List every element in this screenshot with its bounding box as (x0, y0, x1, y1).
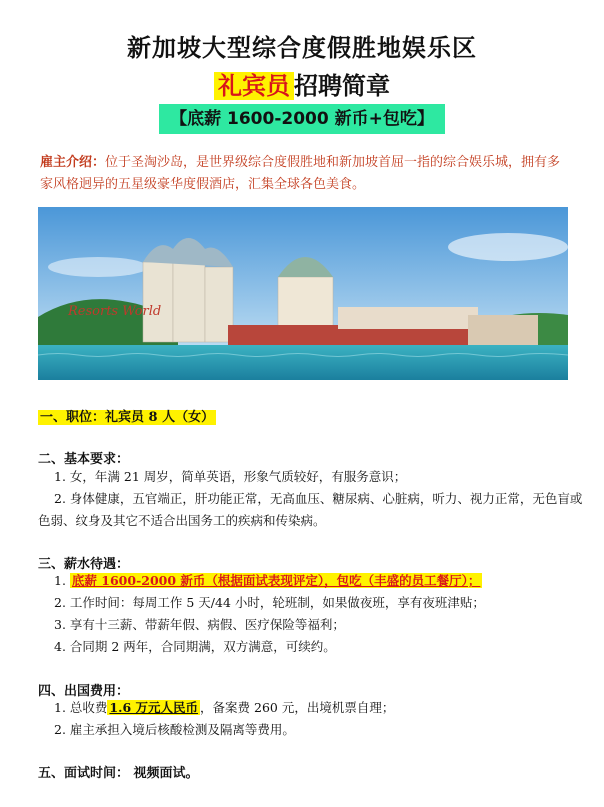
requirement-2-cont: 色弱、纹身及其它不适合出国务工的疾病和传染病。 (38, 513, 326, 528)
salary-item-3: 3. 享有十三薪、带薪年假、病假、医疗保险等福利； (54, 617, 345, 632)
salary-banner: 【底薪 1600-2000 新币+包吃】 (159, 104, 445, 134)
requirement-2: 2. 身体健康，五官端正，肝功能正常，无高血压、糖尿病、心脏病，听力、视力正常，无色盲或 (54, 491, 583, 506)
fee-item-2: 2. 雇主承担入境后核酸检测及隔离等费用。 (54, 722, 295, 737)
section-requirements-title: 二、基本要求： (38, 452, 130, 467)
section-salary-title: 三、薪水待遇： (38, 557, 130, 572)
section-interview-title: 五、面试时间： 视频面试。 (38, 766, 199, 781)
salary-item-1-num: 1. (54, 573, 66, 588)
section-position (38, 406, 216, 425)
employer-intro (40, 152, 568, 196)
salary-item-1 (54, 571, 482, 591)
resort-photo (38, 207, 568, 380)
fee-item-1-post: ，备案费 260 元，出境机票自理； (200, 700, 395, 715)
fee-amount: 1.6 万元人民币 (109, 700, 199, 715)
intro-label: 雇主介绍： (40, 155, 106, 170)
fee-item-1 (54, 698, 394, 718)
salary-item-1-text: 底薪 1600-2000 新币（根据面试表现评定），包吃（丰盛的员工餐厅）； (71, 573, 481, 588)
intro-text: 位于圣淘沙岛，是世界级综合度假胜地和新加坡首屈一指的综合娱乐城，拥有多家风格迥异的五星级豪华度假酒店，汇集全球各色美食。 (40, 155, 561, 192)
section-fees-title: 四、出国费用： (38, 684, 130, 699)
subtitle (0, 66, 604, 101)
salary-item-4: 4. 合同期 2 两年，合同期满，双方满意，可续约。 (54, 639, 336, 654)
resort-sign: Resorts World (68, 304, 162, 319)
position-title: 一、职位：礼宾员 8 人（女） (40, 410, 215, 425)
fee-item-1-pre: 1. 总收费 (54, 700, 108, 715)
position-highlight: 礼宾员 (214, 72, 294, 100)
salary-item-2: 2. 工作时间：每周工作 5 天/44 小时，轮班制，如果做夜班，享有夜班津贴； (54, 595, 485, 610)
subtitle-rest: 招聘简章 (294, 72, 390, 100)
requirement-1: 1. 女，年满 21 周岁，简单英语，形象气质较好，有服务意识； (54, 469, 407, 484)
page-title: 新加坡大型综合度假胜地娱乐区 (127, 34, 477, 62)
